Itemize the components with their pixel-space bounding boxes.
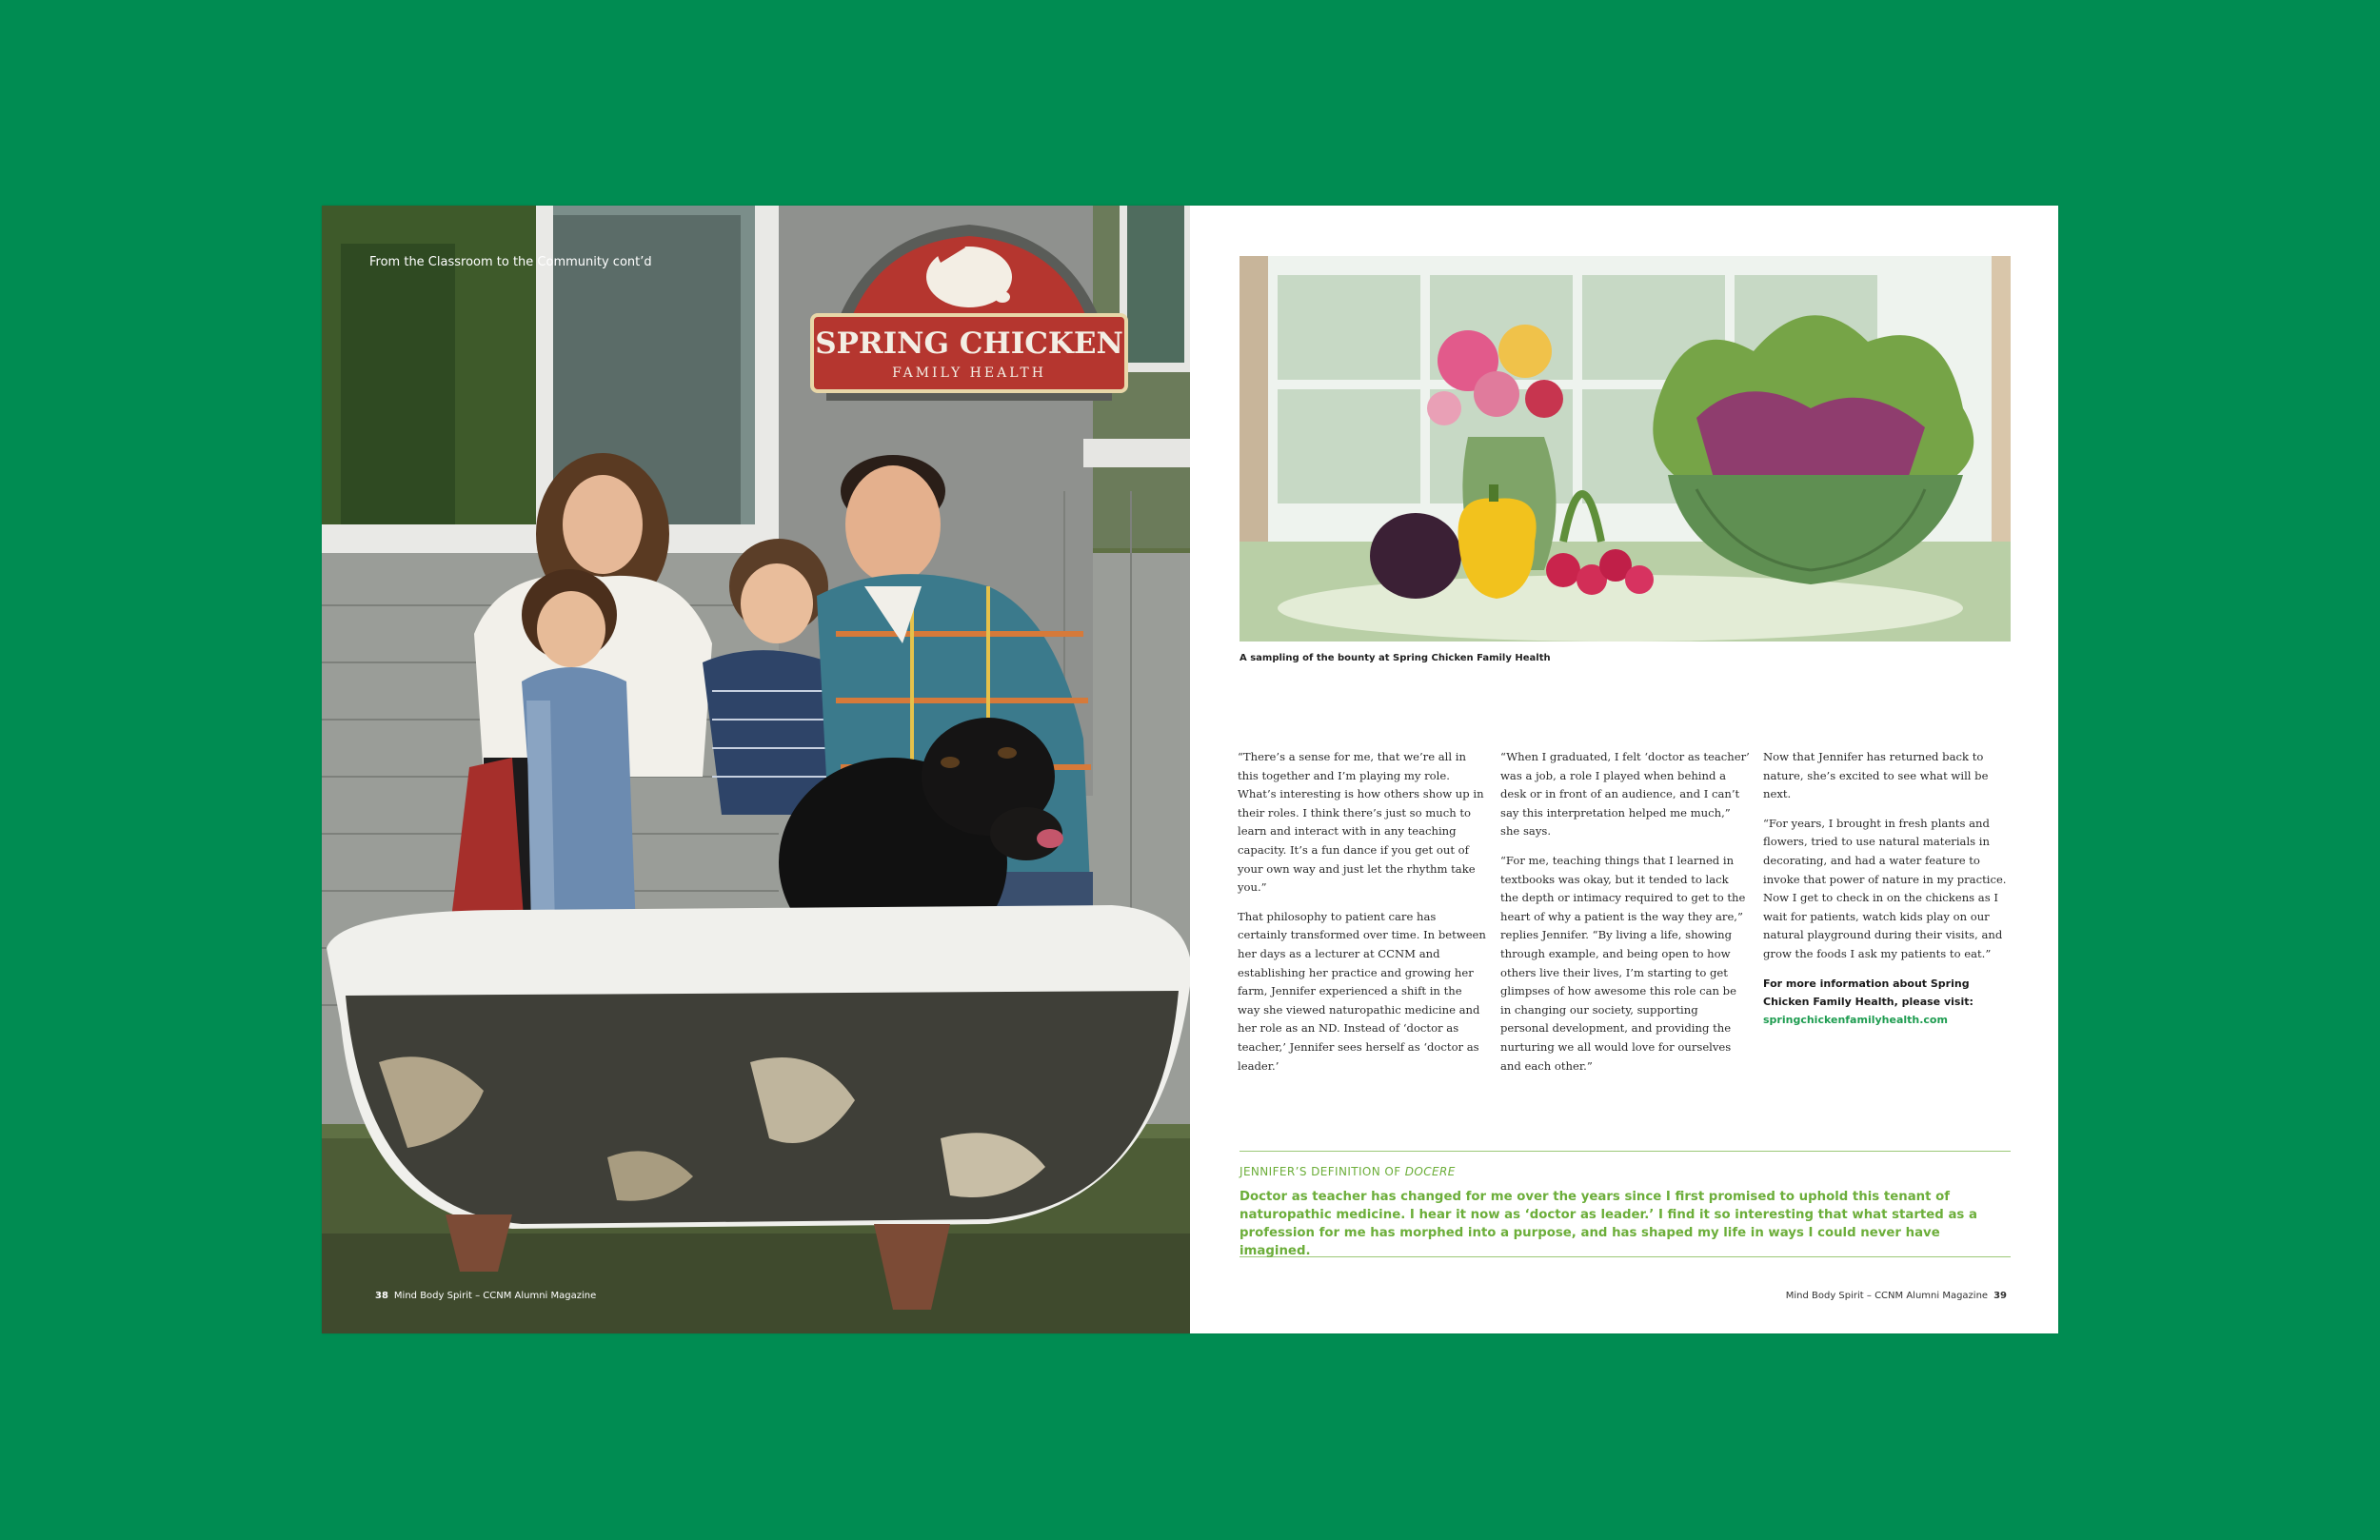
more-info-text: For more information about Spring Chicken Family Health, please visit:	[1763, 977, 1973, 1008]
running-head: From the Classroom to the Community cont’d	[369, 255, 652, 269]
folio-left	[369, 1291, 596, 1301]
left-page	[322, 206, 1190, 1333]
sign-title: SPRING CHICKEN	[815, 326, 1123, 361]
article-paragraph: That philosophy to patient care has certainly transformed over time. In between her days as a lecturer at CCNM and establishing her practice and growing her farm, Jennifer experienced a shift in the way she viewed naturopathic medicine and her role as an ND. Instead of ‘doctor as teacher,’ Jennifer sees herself as ‘doctor as leader.’	[1238, 909, 1486, 1073]
folio-title-left: Mind Body Spirit – CCNM Alumni Magazine	[393, 1291, 597, 1301]
folio-right	[1786, 1291, 2013, 1301]
sign-subtitle: FAMILY HEALTH	[892, 365, 1046, 381]
article-paragraph: Now that Jennifer has returned back to nature, she’s excited to see what will be next.	[1763, 750, 1989, 801]
article-paragraph: “For me, teaching things that I learned in textbooks was okay, but it tended to lack the depth or intimacy required to get to the heart of why a patient is the way they are,” replies Jennifer. “By living a life, showing through example, and being open to how others live their lives, I’m starting to get glimpses of how awesome this role can be in changing our society, supporting personal development, and providing the nurturing we all would love for ourselves and each other.”	[1500, 853, 1746, 1073]
article-paragraph: “For years, I brought in fresh plants and flowers, tried to use natural materials in decorating, and had a water feature to invoke that power of nature in my practice. Now I get to check in on the chickens as I wait for patients, watch kids play on our natural playground during their visits, and grow the foods I ask my patients to eat.”	[1763, 816, 2007, 960]
callout-heading	[1240, 1165, 1456, 1178]
article-column-2	[1500, 748, 1750, 1086]
photo-caption: A sampling of the bounty at Spring Chicken Family Health	[1240, 653, 1551, 663]
definition-callout	[1240, 1151, 2011, 1257]
more-info	[1763, 975, 2013, 1029]
article-column-1	[1238, 748, 1487, 1086]
website-link[interactable]: springchickenfamilyhealth.com	[1763, 1013, 1948, 1026]
callout-heading-term: DOCERE	[1404, 1165, 1456, 1178]
callout-body: Doctor as teacher has changed for me over the years since I first promised to uphold this tenant of naturopathic medicine. I hear it now as ‘doctor as leader.’ I find it so interesting that what started as a profession for me has morphed into a purpose, and has shaped my life in ways I could never have imagined.	[1240, 1190, 1977, 1258]
folio-title-right: Mind Body Spirit – CCNM Alumni Magazine	[1785, 1291, 1989, 1301]
article-column-3	[1763, 748, 2013, 1029]
page-number-left: 38	[375, 1291, 388, 1301]
article-paragraph: “There’s a sense for me, that we’re all in this together and I’m playing my role. What’s interesting is how others show up in their roles. I think there’s just so much to learn and interact with in any teaching capacity. It’s a fun dance if you get out of your own way and just let the rhythm take you.”	[1238, 750, 1484, 895]
vegetables-photo	[1240, 256, 2011, 642]
callout-heading-prefix: JENNIFER’S DEFINITION OF	[1240, 1165, 1401, 1178]
family-photo	[322, 206, 1190, 1333]
right-page	[1190, 206, 2058, 1333]
page-number-right: 39	[1993, 1291, 2007, 1301]
magazine-spread	[322, 206, 2058, 1333]
article-paragraph: “When I graduated, I felt ‘doctor as teacher’ was a job, a role I played when behind a desk or in front of an audience, and I can’t say this interpretation helped me much,” she says.	[1500, 750, 1750, 839]
